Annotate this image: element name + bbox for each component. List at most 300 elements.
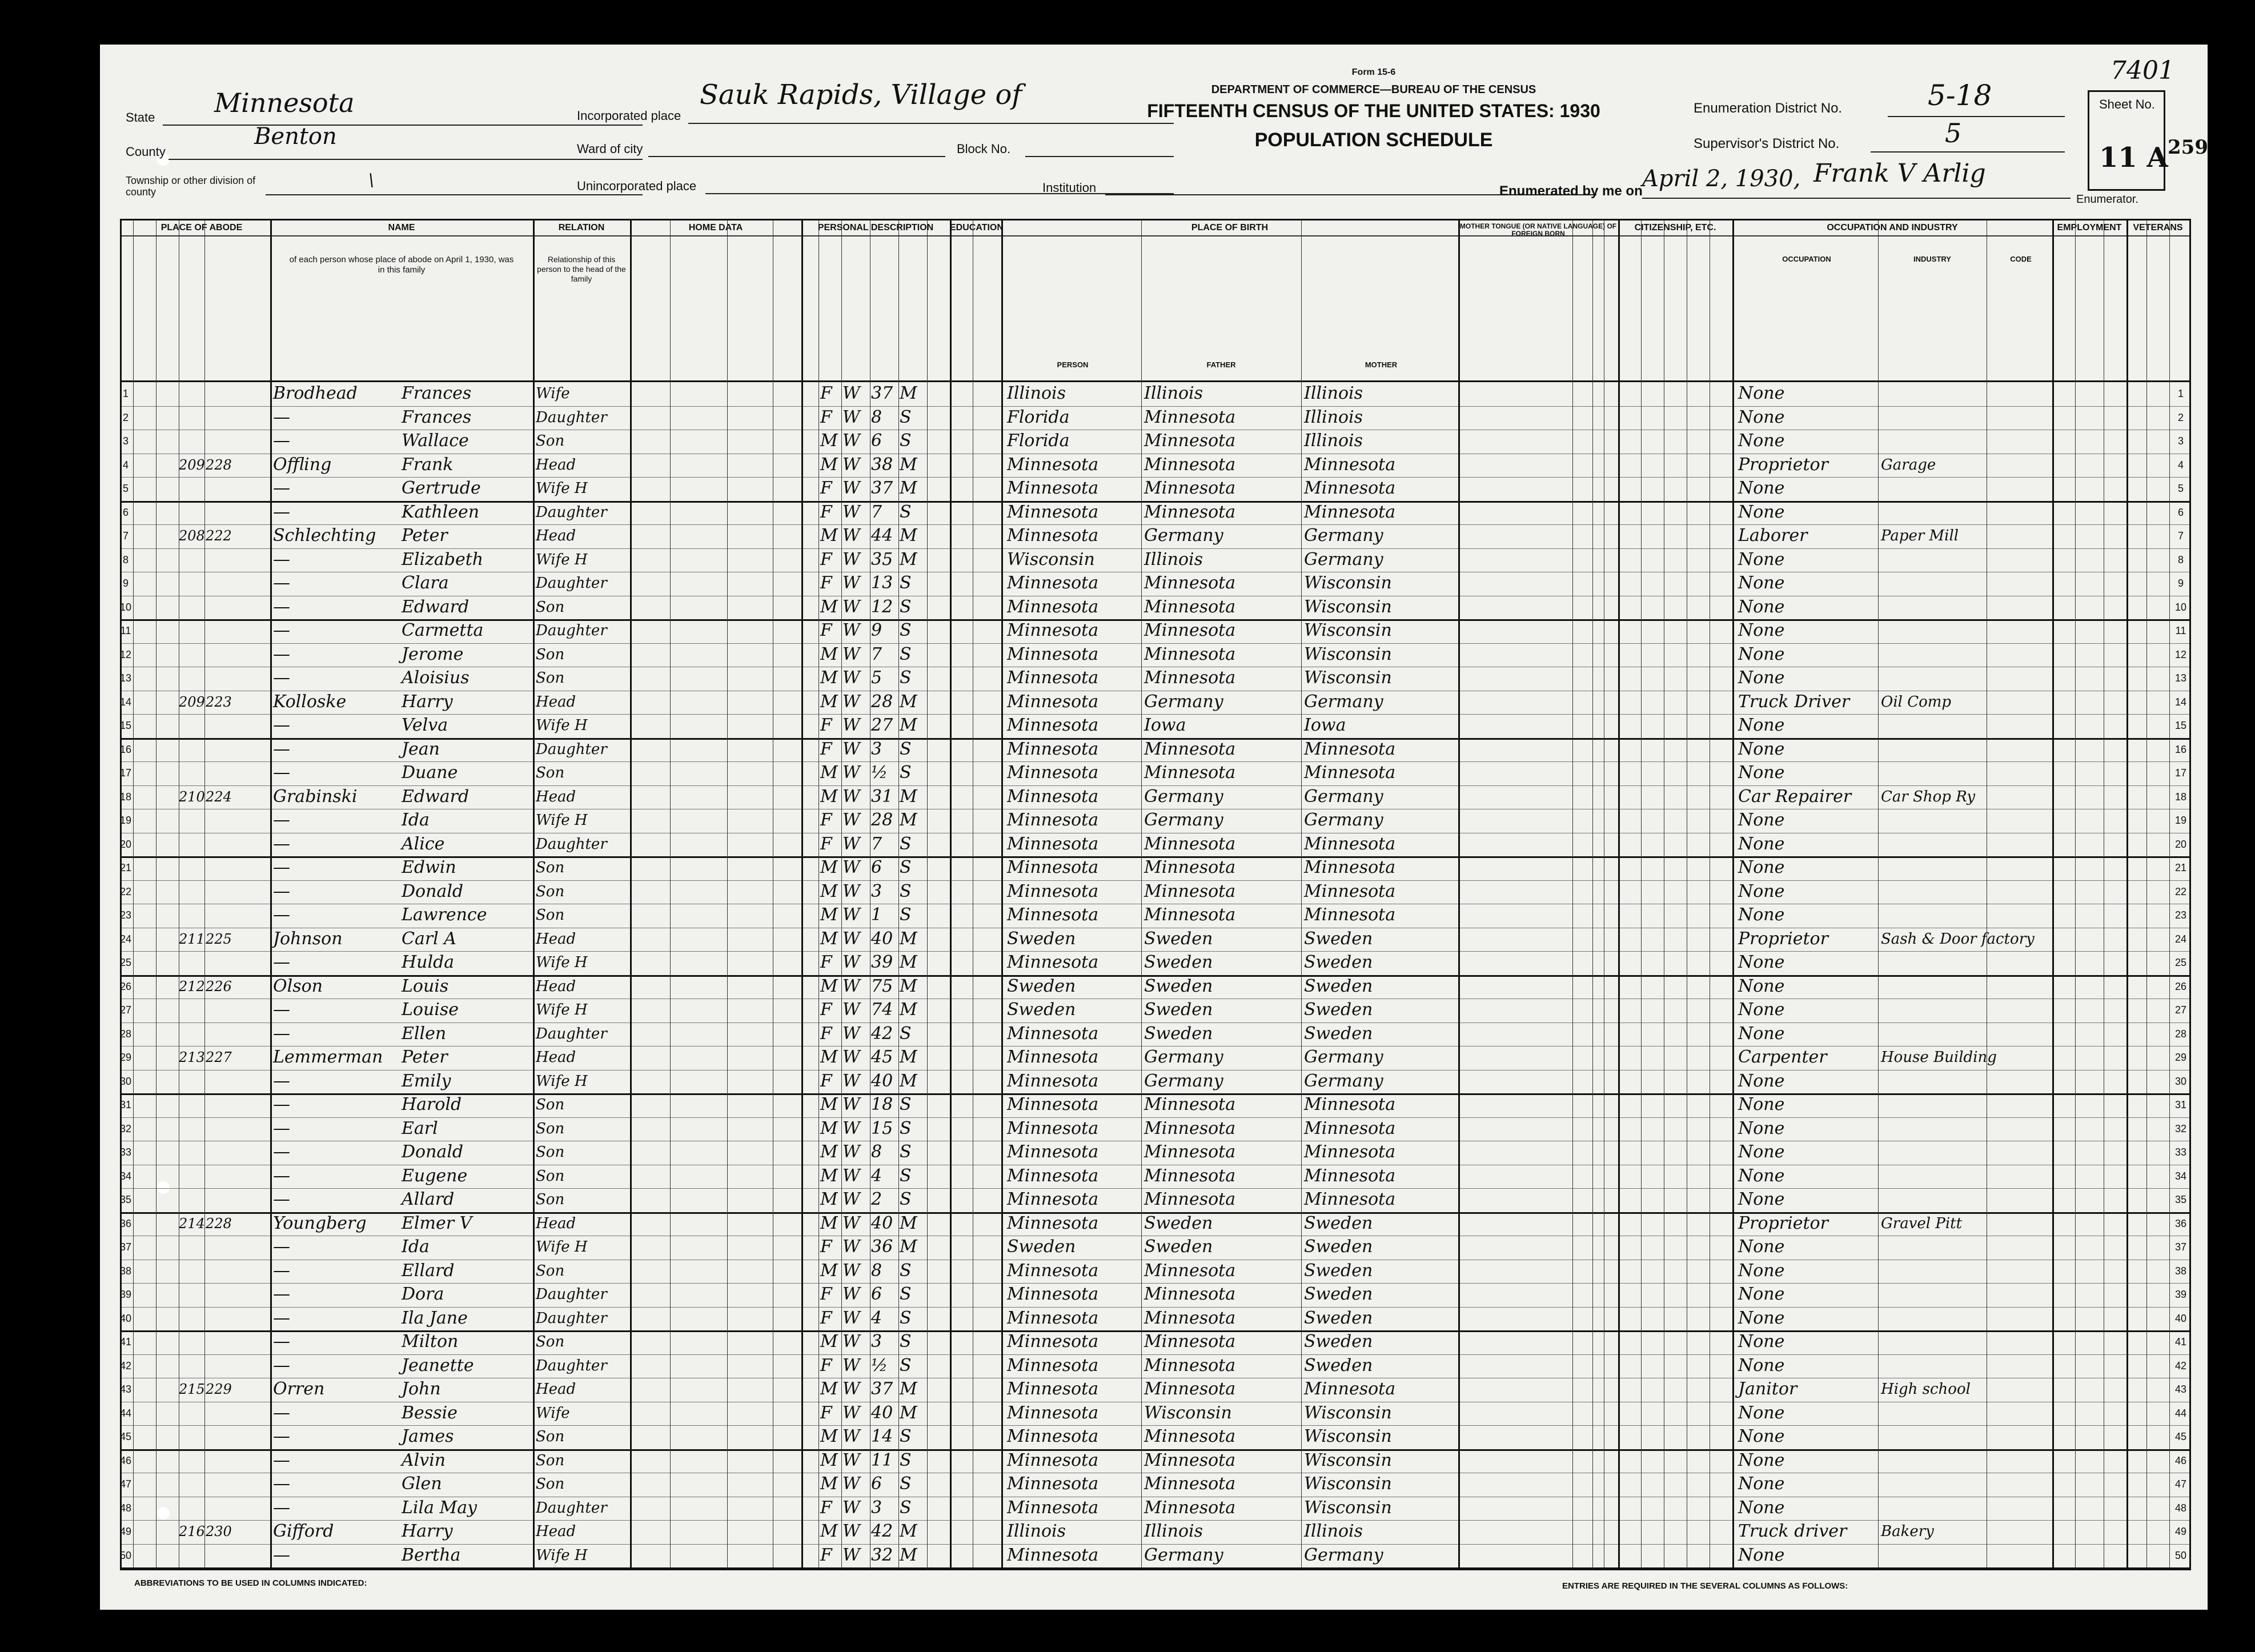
birthplace: Minnesota — [1007, 857, 1099, 877]
row-number: 25 — [119, 957, 132, 968]
father-birthplace: Minnesota — [1144, 573, 1236, 593]
row-number: 9 — [122, 578, 129, 589]
occupation: None — [1738, 763, 1785, 783]
race: W — [842, 668, 860, 688]
sex: M — [820, 976, 838, 996]
father-birthplace: Germany — [1144, 810, 1223, 830]
birthplace: Minnesota — [1007, 1426, 1099, 1446]
mother-birthplace: Minnesota — [1304, 478, 1396, 498]
row-number-right: 26 — [2174, 980, 2187, 992]
sex: M — [820, 1142, 838, 1162]
surname: — — [273, 1260, 290, 1281]
marital-status: S — [900, 1094, 912, 1114]
mother-birthplace: Wisconsin — [1304, 1474, 1392, 1494]
table-row — [119, 1023, 2189, 1046]
occupation: None — [1738, 1545, 1785, 1565]
relation: Daughter — [536, 740, 607, 758]
birthplace: Minnesota — [1007, 1474, 1099, 1494]
table-row — [119, 1188, 2189, 1212]
birthplace: Minnesota — [1007, 1497, 1099, 1518]
group-personal: PERSONAL DESCRIPTION — [817, 223, 934, 232]
race: W — [842, 549, 860, 570]
mother-birthplace: Germany — [1304, 786, 1383, 807]
relation: Daughter — [536, 575, 607, 592]
father-birthplace: Minnesota — [1144, 1355, 1236, 1376]
table-row — [119, 1425, 2189, 1449]
relation: Son — [536, 598, 565, 616]
given-name: James — [402, 1426, 454, 1446]
age: 40 — [871, 1213, 893, 1233]
mother-birthplace: Sweden — [1304, 1000, 1373, 1020]
group-mother-tongue: MOTHER TONGUE (OR NATIVE LANGUAGE) OF FOREIGN BORN — [1459, 222, 1617, 238]
race: W — [842, 976, 860, 996]
sex: F — [820, 715, 832, 735]
row-number-right: 7 — [2177, 530, 2184, 542]
father-birthplace: Minnesota — [1144, 1118, 1236, 1138]
marital-status: S — [900, 1142, 912, 1162]
relation: Son — [536, 1167, 565, 1185]
race: W — [842, 1165, 860, 1186]
row-number-right: 19 — [2174, 815, 2187, 826]
surname: — — [273, 1426, 290, 1446]
age: 3 — [871, 739, 882, 759]
birthplace: Minnesota — [1007, 1332, 1099, 1352]
table-row — [119, 738, 2189, 762]
occupation: None — [1738, 1450, 1785, 1470]
surname: — — [273, 881, 290, 901]
table-row — [119, 1544, 2189, 1568]
race: W — [842, 573, 860, 593]
sex: F — [820, 1402, 832, 1423]
marital-status: M — [900, 976, 917, 996]
row-number: 6 — [122, 506, 129, 518]
mother-birthplace: Sweden — [1304, 1260, 1373, 1281]
row-number: 46 — [119, 1454, 132, 1466]
given-name: Jerome — [402, 644, 464, 664]
father-birthplace: Germany — [1144, 786, 1223, 807]
mother-birthplace: Minnesota — [1304, 857, 1396, 877]
race: W — [842, 905, 860, 925]
industry-head: INDUSTRY — [1913, 255, 1951, 263]
age: 8 — [871, 1142, 882, 1162]
relation: Son — [536, 1191, 565, 1208]
row-number: 5 — [122, 483, 129, 494]
mother-birthplace: Illinois — [1304, 407, 1363, 427]
sex: F — [820, 383, 832, 403]
surname: — — [273, 1189, 290, 1209]
race: W — [842, 952, 860, 972]
given-name: Harry — [402, 691, 453, 712]
marital-status: S — [900, 596, 912, 617]
family-number: 228 — [206, 1215, 232, 1232]
table-row — [122, 572, 2189, 596]
surname: — — [273, 1308, 290, 1328]
age: 45 — [871, 1047, 893, 1067]
mother-birthplace: Wisconsin — [1304, 668, 1392, 688]
relation: Son — [536, 1333, 565, 1350]
marital-status: S — [900, 1118, 912, 1138]
marital-status: S — [900, 739, 912, 759]
mother-birthplace: Sweden — [1304, 1237, 1373, 1257]
birthplace: Wisconsin — [1007, 549, 1095, 570]
row-number: 47 — [119, 1478, 132, 1490]
marital-status: M — [900, 1521, 917, 1541]
sex: M — [820, 668, 838, 688]
given-name: Edward — [402, 596, 470, 617]
mother-birthplace: Wisconsin — [1304, 1426, 1392, 1446]
row-number-right: 5 — [2177, 483, 2184, 494]
row-number: 50 — [119, 1549, 132, 1561]
given-name: Alvin — [402, 1450, 446, 1470]
surname: — — [273, 1023, 290, 1044]
race: W — [842, 1284, 860, 1304]
sex: F — [820, 1070, 832, 1091]
table-row — [122, 501, 2189, 525]
table-row — [119, 1330, 2189, 1354]
marital-status: S — [900, 668, 912, 688]
given-name: Carl A — [402, 928, 456, 949]
surname: — — [273, 1332, 290, 1352]
age: ½ — [871, 763, 888, 783]
race: W — [842, 810, 860, 830]
father-birthplace: Minnesota — [1144, 1450, 1236, 1470]
race: W — [842, 407, 860, 427]
occupation: None — [1738, 1118, 1785, 1138]
birthplace: Minnesota — [1007, 526, 1099, 546]
birthplace: Minnesota — [1007, 454, 1099, 475]
marital-status: S — [900, 1189, 912, 1209]
marital-status: M — [900, 478, 917, 498]
table-row — [119, 1046, 2189, 1070]
occupation: Carpenter — [1738, 1047, 1827, 1067]
sex: M — [820, 928, 838, 949]
row-number: 3 — [122, 435, 129, 447]
given-name: Ida — [402, 1237, 430, 1257]
age: 39 — [871, 952, 893, 972]
sex: M — [820, 1189, 838, 1209]
surname: — — [273, 1094, 290, 1114]
schedule-title: POPULATION SCHEDULE — [1254, 129, 1493, 151]
industry: House Building — [1881, 1049, 1997, 1066]
table-row — [119, 596, 2189, 620]
race: W — [842, 1308, 860, 1328]
table-row — [122, 477, 2189, 501]
occupation: Proprietor — [1738, 454, 1828, 475]
occupation: None — [1738, 549, 1785, 570]
enum-district-value: 5-18 — [1928, 79, 1992, 112]
occupation-head: OCCUPATION — [1782, 255, 1831, 263]
occupation: Laborer — [1738, 526, 1808, 546]
occupation: None — [1738, 1094, 1785, 1114]
dwelling-number: 211 — [179, 931, 205, 947]
relation: Daughter — [536, 1499, 607, 1517]
marital-status: S — [900, 1474, 912, 1494]
occupation: None — [1738, 1260, 1785, 1281]
table-row — [122, 548, 2189, 572]
race: W — [842, 763, 860, 783]
row-number: 17 — [119, 767, 132, 779]
given-name: Earl — [402, 1118, 438, 1138]
enumerator-label: Enumerator. — [2076, 193, 2138, 206]
mother-birthplace: Minnesota — [1304, 454, 1396, 475]
mother-birthplace: Minnesota — [1304, 502, 1396, 522]
sex: F — [820, 478, 832, 498]
surname: — — [273, 431, 290, 451]
row-number-right: 14 — [2174, 696, 2187, 708]
relation: Son — [536, 1144, 565, 1161]
surname: — — [273, 1000, 290, 1020]
marital-status: S — [900, 1332, 912, 1352]
surname: Orren — [273, 1379, 325, 1399]
age: 6 — [871, 431, 882, 451]
row-number-right: 17 — [2174, 767, 2187, 779]
marital-status: M — [900, 1402, 917, 1423]
surname: — — [273, 715, 290, 735]
birthplace: Minnesota — [1007, 1450, 1099, 1470]
birthplace-person-head: PERSON — [1057, 360, 1089, 369]
family-number: 227 — [206, 1049, 232, 1065]
row-number-right: 30 — [2174, 1075, 2187, 1087]
given-name: Peter — [402, 1047, 448, 1067]
marital-status: S — [900, 573, 912, 593]
sex: M — [820, 1213, 838, 1233]
father-birthplace: Germany — [1144, 1070, 1223, 1091]
mother-birthplace: Illinois — [1304, 431, 1363, 451]
age: 75 — [871, 976, 893, 996]
race: W — [842, 1213, 860, 1233]
surname: — — [273, 1450, 290, 1470]
given-name: Donald — [402, 881, 464, 901]
relation: Wife H — [536, 480, 588, 497]
birthplace: Sweden — [1007, 976, 1076, 996]
dwelling-number: 209 — [179, 456, 205, 473]
enumerated-label: Enumerated by me on — [1499, 183, 1643, 199]
race: W — [842, 1118, 860, 1138]
row-number-right: 25 — [2174, 957, 2187, 968]
block-label: Block No. — [957, 142, 1011, 156]
sex: F — [820, 739, 832, 759]
father-birthplace: Sweden — [1144, 1023, 1213, 1044]
row-number: 27 — [119, 1004, 132, 1016]
row-number: 42 — [119, 1360, 132, 1372]
mother-birthplace: Germany — [1304, 1047, 1383, 1067]
dwelling-number: 212 — [179, 978, 205, 995]
marital-status: S — [900, 1308, 912, 1328]
row-number-right: 29 — [2174, 1052, 2187, 1063]
marital-status: S — [900, 1355, 912, 1376]
row-number: 48 — [119, 1502, 132, 1514]
row-number: 2 — [122, 411, 129, 423]
sex: F — [820, 1308, 832, 1328]
age: 6 — [871, 857, 882, 877]
sex: M — [820, 526, 838, 546]
marital-status: S — [900, 407, 912, 427]
marital-status: M — [900, 1070, 917, 1091]
race: W — [842, 857, 860, 877]
mother-birthplace: Iowa — [1304, 715, 1346, 735]
table-row — [119, 1449, 2189, 1473]
table-row — [119, 667, 2189, 691]
row-number: 10 — [119, 601, 132, 613]
race: W — [842, 1450, 860, 1470]
relation: Son — [536, 859, 565, 876]
dwelling-number: 208 — [179, 528, 205, 544]
surname: — — [273, 1474, 290, 1494]
marital-status: M — [900, 928, 917, 949]
race: W — [842, 881, 860, 901]
occupation: None — [1738, 1070, 1785, 1091]
birthplace: Minnesota — [1007, 905, 1099, 925]
sex: F — [820, 1497, 832, 1518]
table-row — [122, 619, 2189, 643]
table-row — [119, 785, 2189, 809]
occupation: None — [1738, 857, 1785, 877]
birthplace: Minnesota — [1007, 478, 1099, 498]
county-value: Benton — [254, 123, 337, 150]
given-name: Milton — [402, 1332, 459, 1352]
surname: — — [273, 1070, 290, 1091]
given-name: Hulda — [402, 952, 455, 972]
row-number-right: 10 — [2174, 601, 2187, 613]
mother-birthplace: Minnesota — [1304, 1379, 1396, 1399]
relation: Daughter — [536, 835, 607, 853]
father-birthplace: Minnesota — [1144, 454, 1236, 475]
mother-birthplace: Wisconsin — [1304, 620, 1392, 640]
table-row — [122, 406, 2189, 430]
age: 3 — [871, 1332, 882, 1352]
race: W — [842, 691, 860, 712]
given-name: Emily — [402, 1070, 451, 1091]
birthplace: Minnesota — [1007, 1213, 1099, 1233]
table-row — [119, 1473, 2189, 1497]
occupation: None — [1738, 715, 1785, 735]
sex: M — [820, 454, 838, 475]
father-birthplace: Illinois — [1144, 549, 1203, 570]
given-name: Lawrence — [402, 905, 487, 925]
mother-birthplace: Minnesota — [1304, 1142, 1396, 1162]
birthplace: Minnesota — [1007, 691, 1099, 712]
row-number-right: 6 — [2177, 506, 2184, 518]
relation: Son — [536, 1262, 565, 1280]
table-row — [119, 856, 2189, 880]
row-number: 29 — [119, 1052, 132, 1063]
given-name: Louis — [402, 976, 449, 996]
row-number: 1 — [122, 388, 129, 399]
occupation: None — [1738, 810, 1785, 830]
occupation: None — [1738, 1402, 1785, 1423]
race: W — [842, 454, 860, 475]
row-number: 7 — [122, 530, 129, 542]
relation: Head — [536, 1049, 576, 1066]
given-name: Jeanette — [402, 1355, 474, 1376]
birthplace: Minnesota — [1007, 810, 1099, 830]
given-name: Ellard — [402, 1260, 455, 1281]
relation: Wife H — [536, 1546, 588, 1564]
family-number: 222 — [206, 528, 232, 544]
mother-birthplace: Sweden — [1304, 1355, 1373, 1376]
census-title: FIFTEENTH CENSUS OF THE UNITED STATES: 1930 — [1147, 101, 1600, 121]
row-number-right: 18 — [2174, 791, 2187, 803]
table-row — [122, 524, 2189, 548]
birthplace: Minnesota — [1007, 881, 1099, 901]
father-birthplace: Germany — [1144, 1047, 1223, 1067]
age: 7 — [871, 833, 882, 854]
marital-status: M — [900, 454, 917, 475]
surname: — — [273, 1118, 290, 1138]
given-name: Frances — [402, 407, 472, 427]
given-name: Lila May — [402, 1497, 478, 1518]
marital-status: M — [900, 715, 917, 735]
mother-birthplace: Sweden — [1304, 1308, 1373, 1328]
sex: F — [820, 407, 832, 427]
given-name: Bessie — [402, 1402, 458, 1423]
group-citizenship: CITIZENSHIP, ETC. — [1634, 223, 1716, 232]
father-birthplace: Minnesota — [1144, 857, 1236, 877]
race: W — [842, 1023, 860, 1044]
mother-birthplace: Minnesota — [1304, 881, 1396, 901]
mother-birthplace: Germany — [1304, 810, 1383, 830]
birthplace: Minnesota — [1007, 668, 1099, 688]
age: 27 — [871, 715, 893, 735]
supervisor-label: Supervisor's District No. — [1694, 136, 1840, 151]
row-number-right: 9 — [2177, 578, 2184, 589]
sex: M — [820, 1118, 838, 1138]
marital-status: M — [900, 549, 917, 570]
given-name: Kathleen — [402, 502, 480, 522]
age: 40 — [871, 1070, 893, 1091]
surname: — — [273, 1284, 290, 1304]
table-row — [119, 928, 2189, 952]
table-row — [119, 809, 2189, 833]
surname: — — [273, 1545, 290, 1565]
relation-column-desc: Relationship of this person to the head of the family — [537, 255, 626, 283]
marital-status: S — [900, 1165, 912, 1186]
mother-birthplace: Germany — [1304, 691, 1383, 712]
father-birthplace: Sweden — [1144, 1000, 1213, 1020]
entries-title: ENTRIES ARE REQUIRED IN THE SEVERAL COLUMNS AS FOLLOWS: — [1562, 1581, 1848, 1591]
row-number: 23 — [119, 909, 132, 921]
birthplace: Florida — [1007, 431, 1070, 451]
race: W — [842, 1260, 860, 1281]
birthplace: Minnesota — [1007, 786, 1099, 807]
father-birthplace: Sweden — [1144, 1213, 1213, 1233]
occupation: None — [1738, 1497, 1785, 1518]
relation: Wife — [536, 1404, 570, 1422]
given-name: Wallace — [402, 431, 469, 451]
sheet-value: 11 A — [2099, 142, 2168, 174]
race: W — [842, 383, 860, 403]
birthplace: Sweden — [1007, 1000, 1076, 1020]
relation: Son — [536, 907, 565, 924]
group-education: EDUCATION — [950, 223, 1004, 232]
race: W — [842, 1237, 860, 1257]
age: 38 — [871, 454, 893, 475]
occupation: None — [1738, 596, 1785, 617]
row-number-right: 43 — [2174, 1384, 2187, 1395]
marital-status: S — [900, 905, 912, 925]
industry: High school — [1881, 1381, 1971, 1398]
dwelling-number: 209 — [179, 693, 205, 710]
mother-birthplace: Wisconsin — [1304, 1497, 1392, 1518]
given-name: Aloisius — [402, 668, 470, 688]
father-birthplace: Minnesota — [1144, 905, 1236, 925]
row-number-right: 35 — [2174, 1194, 2187, 1205]
race: W — [842, 502, 860, 522]
relation: Head — [536, 1381, 576, 1398]
occupation: None — [1738, 1474, 1785, 1494]
race: W — [842, 1497, 860, 1518]
father-birthplace: Illinois — [1144, 383, 1203, 403]
